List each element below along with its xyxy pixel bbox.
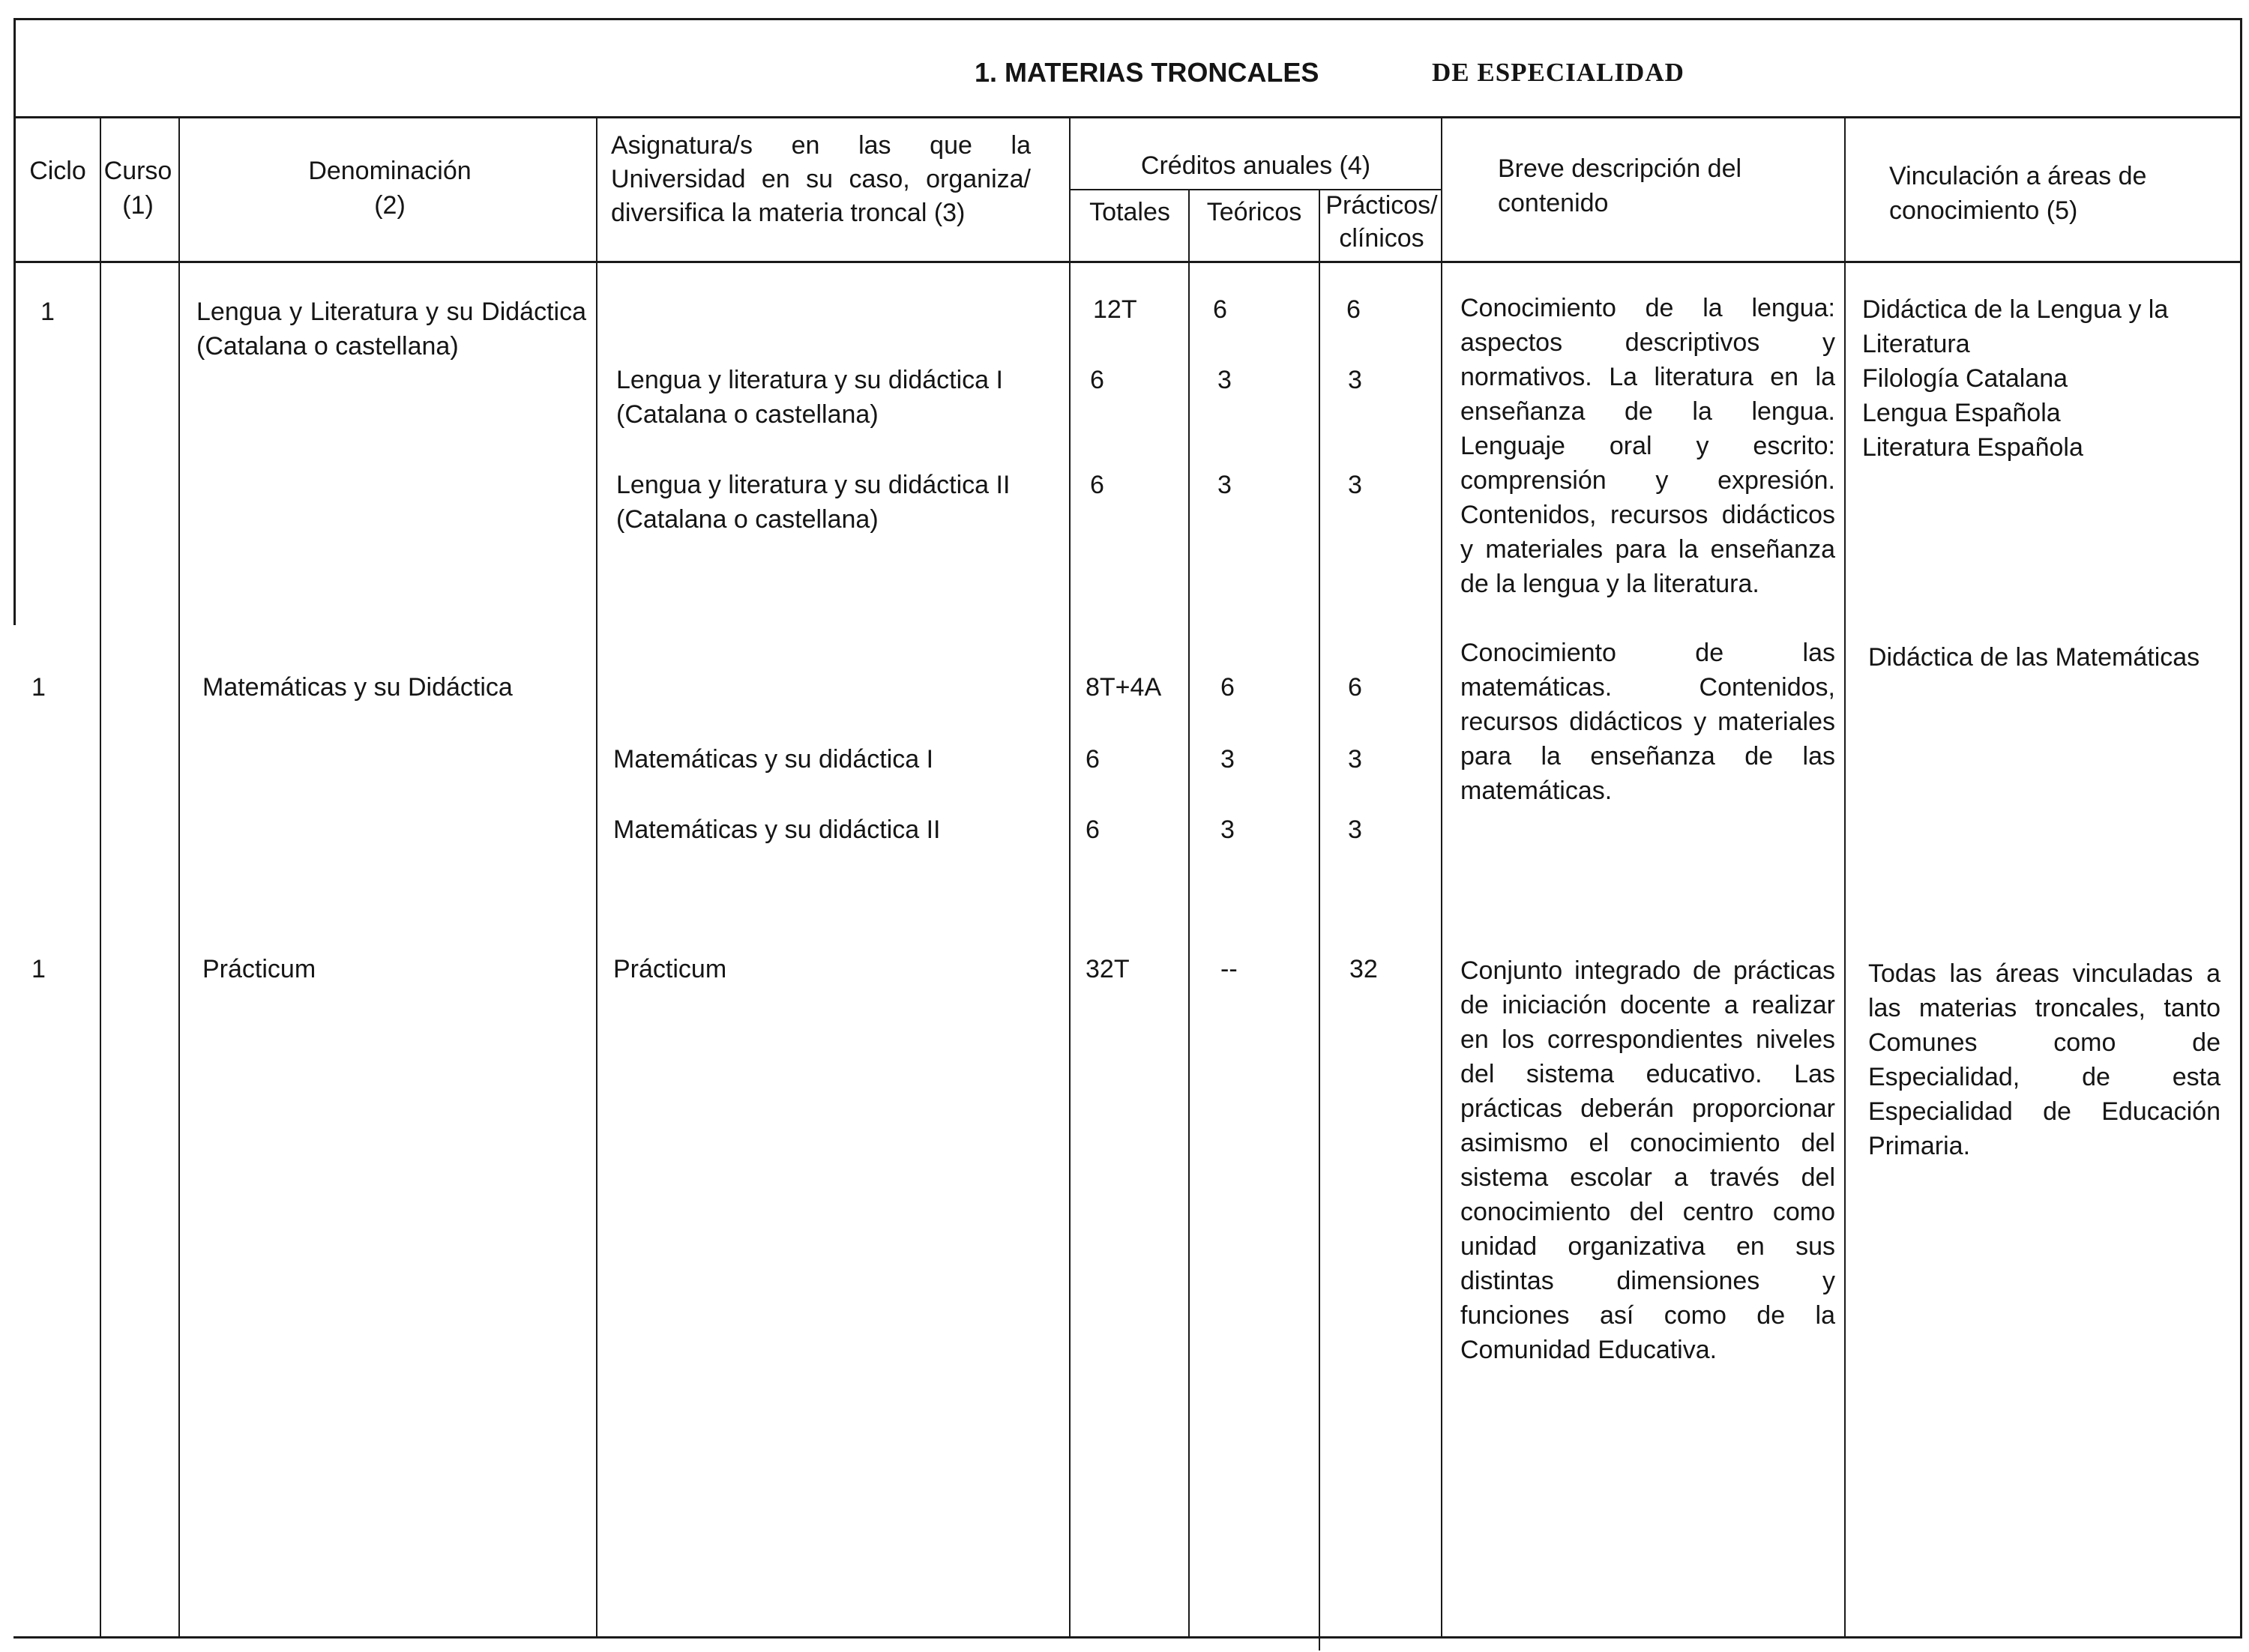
- col-sep-teoricos-practicos: [1319, 189, 1320, 1651]
- header-totales: Totales: [1089, 198, 1170, 226]
- row-asignatura: Prácticum: [613, 955, 727, 983]
- subject-practicos: 3: [1348, 745, 1362, 774]
- row-practicos: 6: [1348, 673, 1362, 702]
- header-teoricos: Teóricos: [1206, 198, 1302, 226]
- subject-name: Matemáticas y su didáctica II: [613, 816, 941, 844]
- col-sep-asignatura-totales: [1069, 116, 1071, 1639]
- row-ciclo: 1: [31, 955, 46, 983]
- subject-name: Lengua y literatura y su didáctica II (Catalana o castellana): [616, 471, 1011, 534]
- table-border-top: [13, 18, 2242, 20]
- col-sep-descripcion-vinculacion: [1844, 116, 1846, 1639]
- subject-teoricos: 3: [1220, 816, 1235, 844]
- row-teoricos: 6: [1213, 295, 1227, 324]
- col-sep-ciclo-curso: [100, 116, 101, 1639]
- subject-practicos: 3: [1348, 366, 1362, 394]
- row-ciclo: 1: [31, 673, 46, 702]
- table-border-left: [13, 18, 16, 625]
- subject-totales: 6: [1086, 745, 1100, 774]
- subject-practicos: 3: [1348, 471, 1362, 499]
- row-practicos: 32: [1349, 955, 1378, 983]
- title-row-divider: [13, 116, 2242, 118]
- header-denominacion: Denominación (2): [308, 157, 472, 220]
- col-sep-totales-teoricos: [1188, 189, 1190, 1639]
- header-vinculacion: Vinculación a áreas de conocimiento (5): [1889, 162, 2147, 225]
- header-curso: Curso (1): [103, 157, 172, 220]
- row-denominacion: Prácticum: [202, 955, 316, 983]
- title-part-2: DE ESPECIALIDAD: [1432, 58, 1685, 87]
- header-descripcion: Breve descripción del contenido: [1498, 154, 1742, 217]
- subject-totales: 6: [1086, 816, 1100, 844]
- subject-practicos: 3: [1348, 816, 1362, 844]
- header-practicos-clinicos: Prácticos/ clínicos: [1325, 191, 1438, 253]
- row-descripcion: Conocimiento de la lengua: aspectos descriptivos y normativos. La literatura en la enseñanza de la lengua. Lenguaje oral y escrito: comprensión y expresión. Contenidos, recursos didácticos y materiales para la enseñanza de la lengua y la literatura.: [1460, 294, 1835, 598]
- row-descripcion: Conjunto integrado de prácticas de iniciación docente a realizar en los correspondientes niveles del sistema educativo. Las prácticas deberán proporcionar asimismo el conocimiento del sistema escolar a través del conocimiento del centro como unidad organizativa en sus distintas dimensiones y funciones así como de la Comunidad Educativa.: [1460, 956, 1835, 1364]
- title-part-1: 1. MATERIAS TRONCALES: [975, 57, 1319, 88]
- subject-name: Lengua y literatura y su didáctica I (Catalana o castellana): [616, 366, 1003, 429]
- header-ciclo: Ciclo: [29, 157, 86, 185]
- row-ciclo: 1: [40, 298, 55, 326]
- header-creditos-anuales: Créditos anuales (4): [1140, 151, 1371, 180]
- table-border-right: [2240, 18, 2242, 1639]
- col-sep-practicos-descripcion: [1441, 116, 1442, 1639]
- subject-teoricos: 3: [1220, 745, 1235, 774]
- subject-totales: 6: [1090, 471, 1104, 499]
- row-denominacion: Lengua y Literatura y su Didáctica (Catalana o castellana): [196, 298, 586, 361]
- row-descripcion: Conocimiento de las matemáticas. Contenidos, recursos didácticos y materiales para la enseñanza de las matemáticas.: [1460, 639, 1835, 805]
- row-practicos: 6: [1346, 295, 1361, 324]
- header-asignaturas: Asignatura/s en las que la Universidad en su caso, organiza/ diversifica la materia troncal (3): [611, 131, 1031, 227]
- table-border-bottom: [13, 1636, 2242, 1639]
- row-teoricos: 6: [1220, 673, 1235, 702]
- subject-teoricos: 3: [1217, 471, 1232, 499]
- row-denominacion: Matemáticas y su Didáctica: [202, 673, 513, 702]
- subject-name: Matemáticas y su didáctica I: [613, 745, 934, 774]
- row-vinculacion: Todas las áreas vinculadas a las materias troncales, tanto Comunes como de Especialidad, de esta Especialidad de Educación Primaria.: [1868, 959, 2221, 1160]
- col-sep-curso-denominacion: [178, 116, 180, 1639]
- subject-totales: 6: [1090, 366, 1104, 394]
- subject-teoricos: 3: [1217, 366, 1232, 394]
- row-totales: 8T+4A: [1086, 673, 1162, 702]
- row-totales: 32T: [1086, 955, 1130, 983]
- col-sep-denominacion-asignatura: [596, 116, 597, 1639]
- row-vinculacion: Didáctica de las Matemáticas: [1868, 643, 2200, 672]
- row-vinculacion: Didáctica de la Lengua y la Literatura Filología Catalana Lengua Española Literatura Española: [1862, 295, 2169, 462]
- row-teoricos: --: [1220, 955, 1238, 983]
- header-row-divider: [13, 261, 2242, 263]
- row-totales: 12T: [1093, 295, 1137, 324]
